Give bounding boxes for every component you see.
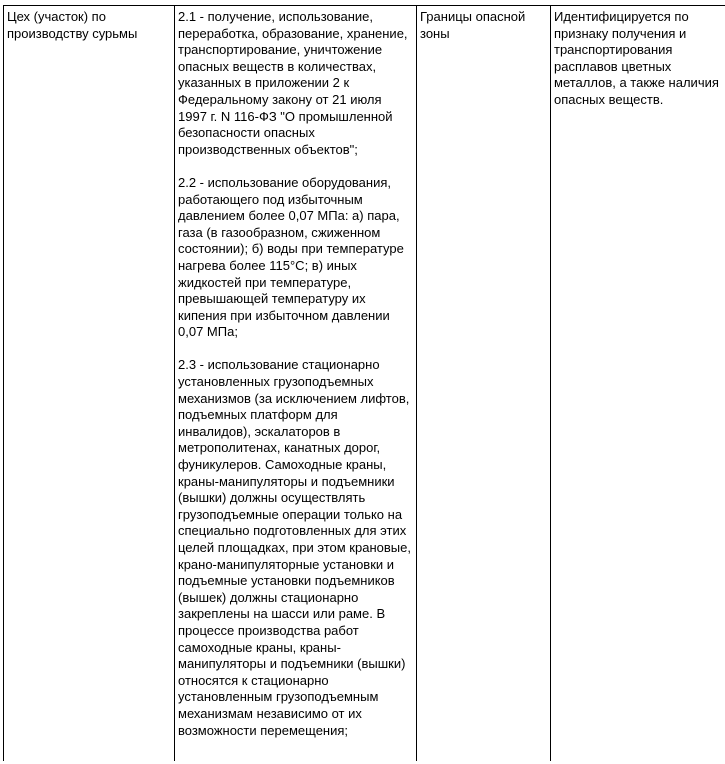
workshop-name: Цех (участок) по производству сурьмы <box>7 9 138 41</box>
cell-identification <box>551 6 725 762</box>
boundaries-text: Границы опасной зоны <box>420 9 526 41</box>
hazard-feature-2-3: 2.3 - использование стационарно установленных грузоподъемных механизмов (за исключением лифтов, подъемных платформ для инвалидов), эскалаторов в метрополитенах, канатных дорог, фуникулеров. Самоходные краны, краны-манипуляторы и подъемники (вышки) должны осуществлять грузоподъемные операции только на специально подготовленных для этих целей площадках, при этом крановые, крано-манипуляторные установки и подъемные установки подъемников (вышек) должны стационарно закреплены на шасси или раме. В процессе производства работ самоходные краны, краны-манипуляторы и подъемники (вышки) относятся к стационарно установленным грузоподъемным механизмам независимо от их возможности перемещения; <box>178 357 411 738</box>
cell-workshop <box>4 6 175 762</box>
identification-text: Идентифицируется по признаку получения и транспортирования расплавов цветных металлов, а также наличия опасных веществ. <box>554 9 719 107</box>
cell-hazard-features <box>175 6 417 762</box>
table-row <box>4 6 725 762</box>
cell-boundaries <box>417 6 551 762</box>
hazard-feature-2-1: 2.1 - получение, использование, переработка, образование, хранение, транспортирование, уничтожение опасных веществ в количествах, указанных в приложении 2 к Федеральному закону от 21 июля 1997 г. N 116-ФЗ "О промышленной безопасности опасных производственных объектов"; <box>178 9 408 157</box>
hazard-feature-2-2: 2.2 - использование оборудования, работающего под избыточным давлением более 0,07 МПа: а) пара, газа (в газообразном, сжиженном состоянии); б) воды при температуре нагрева более 115°С; в) иных жидкостей при температуре, превышающей температуру их кипения при избыточном давлении 0,07 МПа; <box>178 174 404 340</box>
hazard-table <box>3 5 725 761</box>
